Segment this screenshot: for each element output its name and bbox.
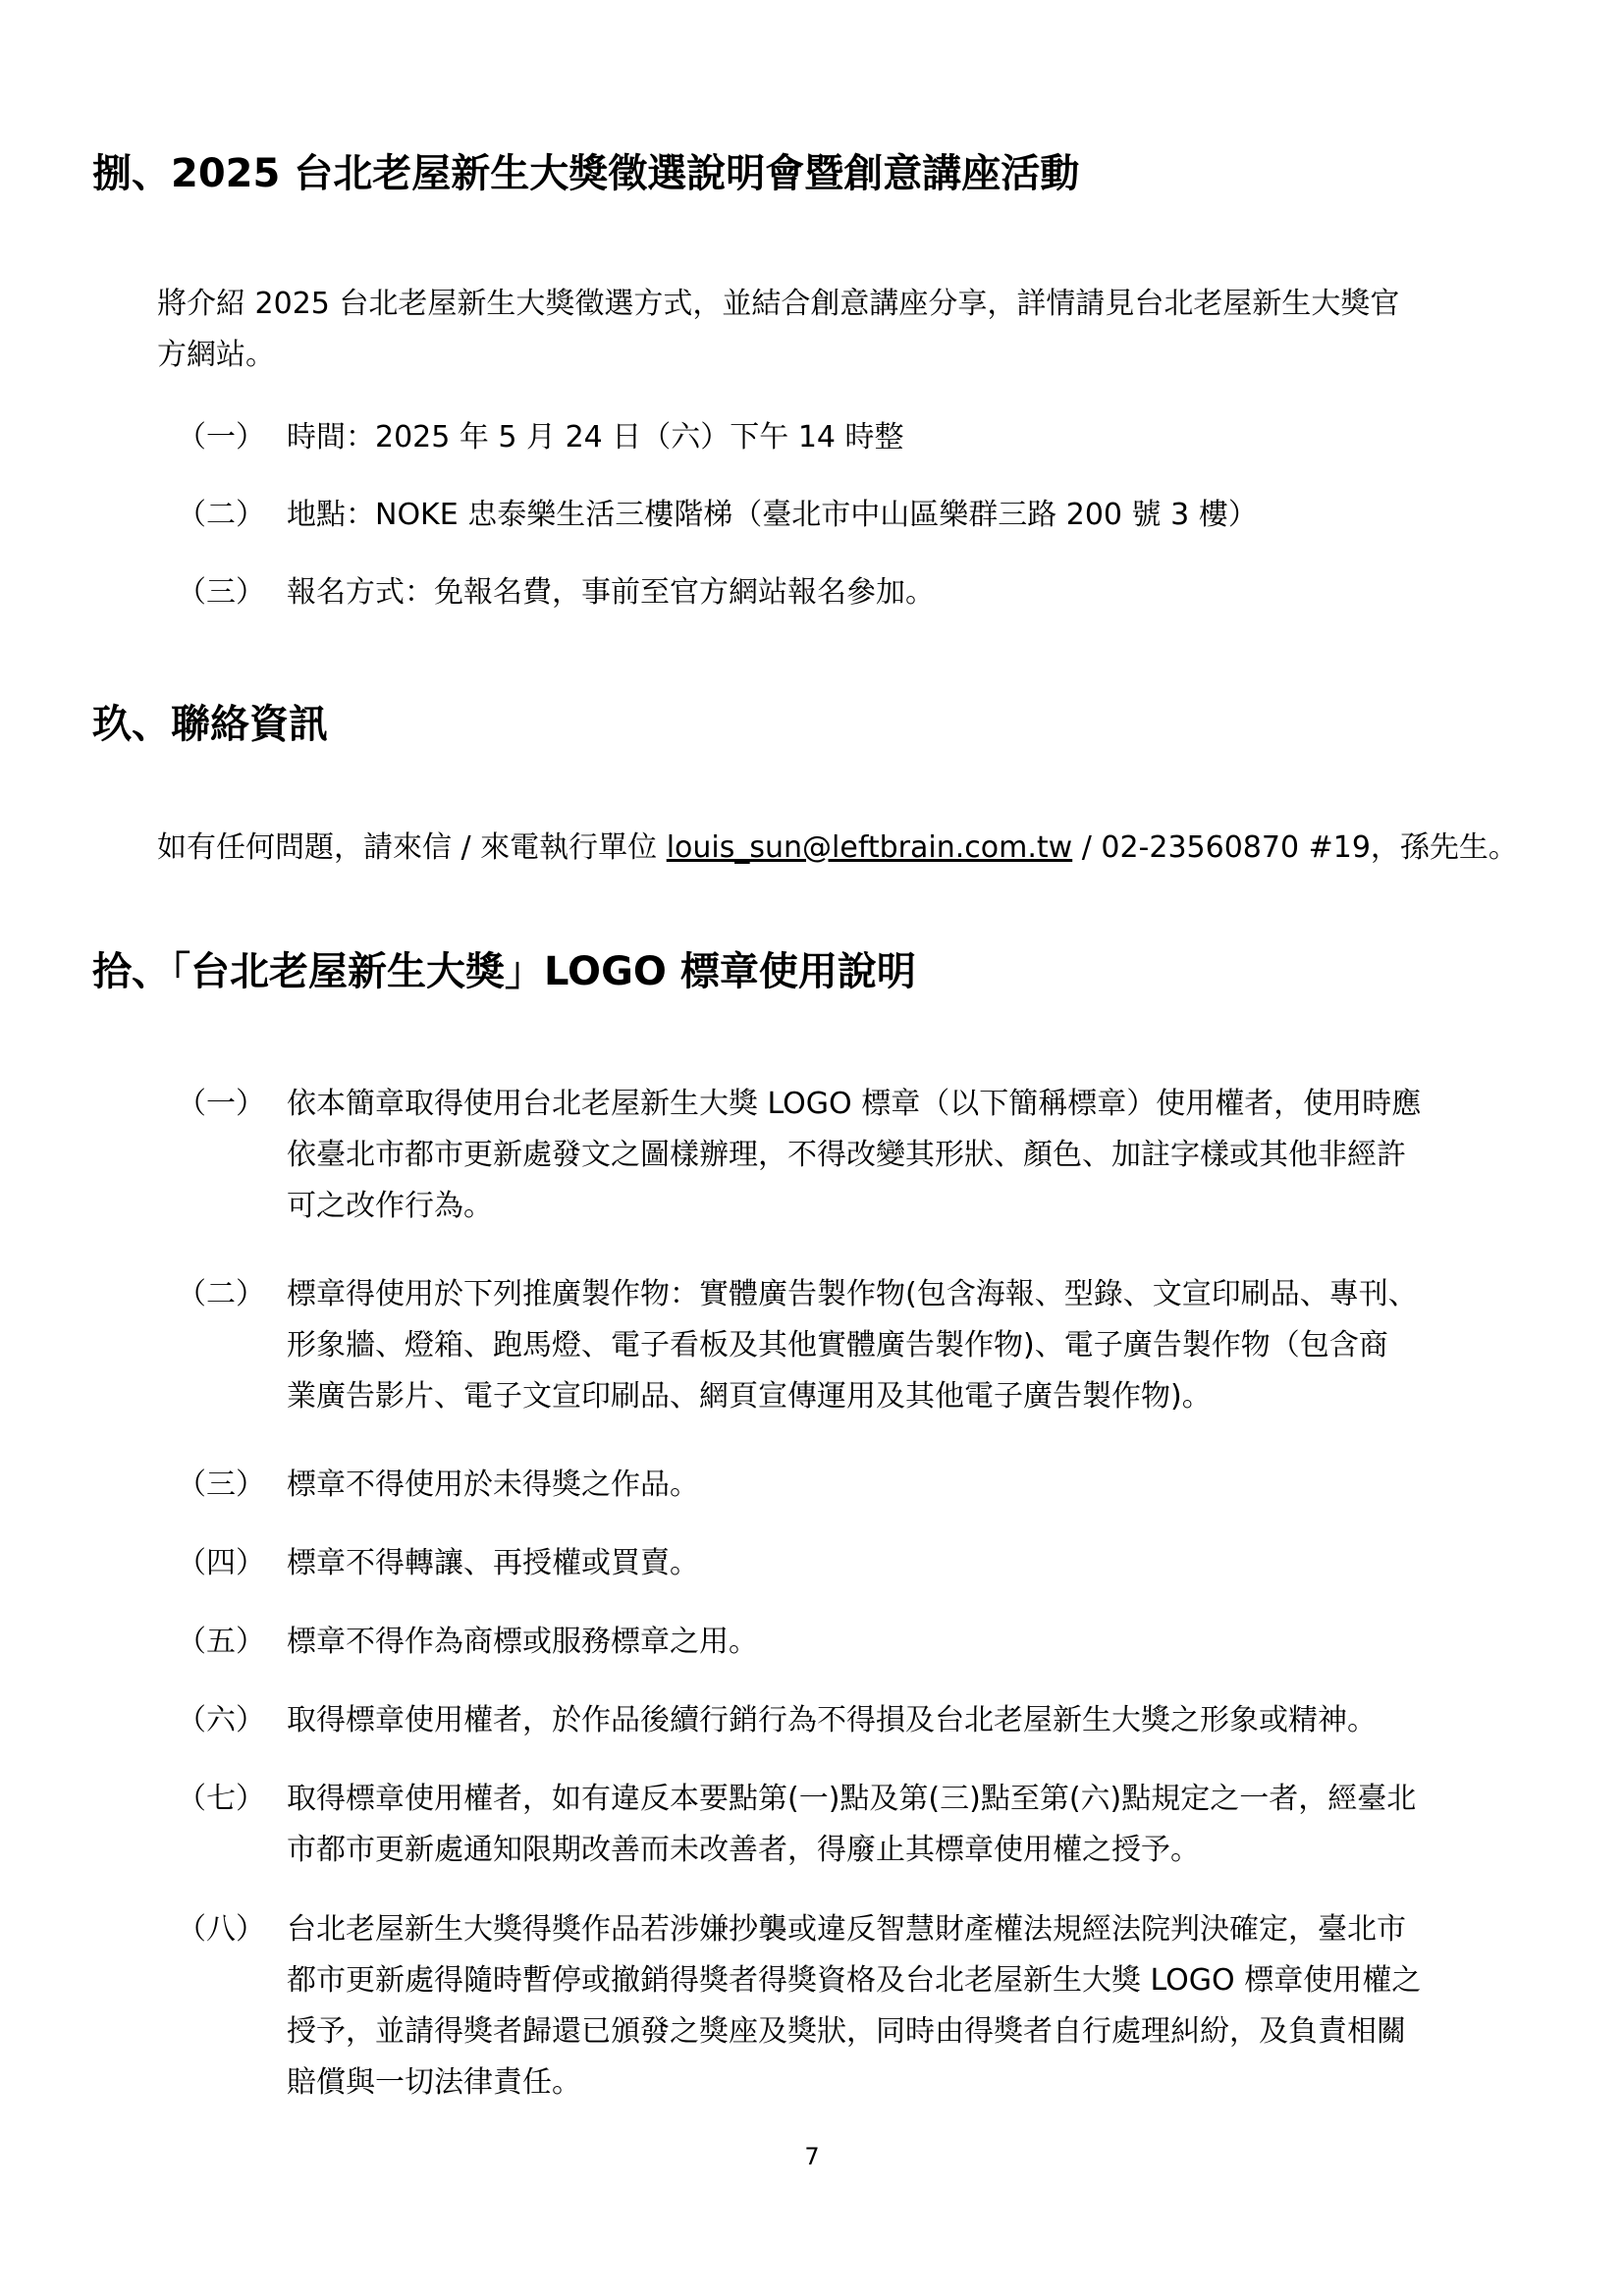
item-marker: （四） <box>177 1546 265 1580</box>
contact-suffix: / 02-23560870 #19，孫先生。 <box>1072 830 1518 865</box>
item-text: 標章不得使用於未得獎之作品。 <box>287 1468 699 1502</box>
section-8-heading: 捌、2025 台北老屋新生大獎徵選說明會暨創意講座活動 <box>92 151 1080 196</box>
section-10-item-7 <box>177 1774 1551 1876</box>
item-text: 標章得使用於下列推廣製作物：實體廣告製作物(包含海報、型錄、文宣印刷品、專刊、 形象牆、燈箱、跑馬燈、電子看板及其他實體廣告製作物)、電子廣告製作物（包含商 業廣告影片、電子文宣印刷品、網頁宣傳運用及其他電子廣告製作物)。 <box>287 1277 1418 1414</box>
item-text: 取得標章使用權者，於作品後續行銷行為不得損及台北老屋新生大獎之形象或精神。 <box>287 1703 1377 1737</box>
section-9-heading: 玖、聯絡資訊 <box>92 702 328 747</box>
item-marker: （八） <box>177 1912 265 1947</box>
section-10-item-3 <box>177 1460 1551 1511</box>
item-text: 報名方式：免報名費，事前至官方網站報名參加。 <box>287 575 935 610</box>
section-10-item-8 <box>177 1904 1551 2109</box>
item-marker: （二） <box>177 498 265 532</box>
item-text: 地點：NOKE 忠泰樂生活三樓階梯（臺北市中山區樂群三路 200 號 3 樓） <box>287 498 1258 532</box>
section-10-item-4 <box>177 1538 1551 1589</box>
contact-info <box>157 823 1532 874</box>
item-text: 時間：2025 年 5 月 24 日（六）下午 14 時整 <box>287 420 904 454</box>
item-marker: （三） <box>177 1468 265 1502</box>
email-link[interactable]: louis_sun@leftbrain.com.tw <box>666 830 1073 865</box>
item-text: 取得標章使用權者，如有違反本要點第(一)點及第(三)點至第(六)點規定之一者，經臺北 市都市更新處通知限期改善而未改善者，得廢止其標章使用權之授予。 <box>287 1782 1417 1867</box>
item-text: 標章不得轉讓、再授權或買賣。 <box>287 1546 699 1580</box>
section-10-item-1 <box>177 1079 1551 1232</box>
item-marker: （一） <box>177 420 265 454</box>
section-10-item-2 <box>177 1269 1551 1422</box>
section-10-heading: 拾、「台北老屋新生大獎」LOGO 標章使用說明 <box>92 949 916 994</box>
section-8-item-2 <box>177 490 1551 541</box>
item-marker: （七） <box>177 1782 265 1816</box>
item-marker: （三） <box>177 575 265 610</box>
item-marker: （二） <box>177 1277 265 1311</box>
item-text: 台北老屋新生大獎得獎作品若涉嫌抄襲或違反智慧財產權法規經法院判決確定，臺北市 都市更新處得隨時暫停或撤銷得獎者得獎資格及台北老屋新生大獎 LOGO 標章使用權之 授予，並請得獎者歸還已頒發之獎座及獎狀，同時由得獎者自行處理糾紛，及負責相關 賠償與一切法律責任。 <box>287 1912 1422 2100</box>
contact-prefix: 如有任何問題，請來信 / 來電執行單位 <box>157 830 667 865</box>
section-10-item-6 <box>177 1695 1551 1746</box>
section-8-intro-line-1: 將介紹 2025 台北老屋新生大獎徵選方式，並結合創意講座分享，詳情請見台北老屋新生大獎官 <box>157 287 1400 321</box>
item-marker: （一） <box>177 1087 265 1121</box>
section-10-item-5 <box>177 1617 1551 1668</box>
section-8-intro-line-2: 方網站。 <box>157 338 275 372</box>
section-8-item-3 <box>177 567 1551 618</box>
item-marker: （六） <box>177 1703 265 1737</box>
item-text: 標章不得作為商標或服務標章之用。 <box>287 1625 758 1659</box>
item-marker: （五） <box>177 1625 265 1659</box>
item-text: 依本簡章取得使用台北老屋新生大獎 LOGO 標章（以下簡稱標章）使用權者，使用時應 依臺北市都市更新處發文之圖樣辦理，不得改變其形狀、顏色、加註字樣或其他非經許 可之改作行為。 <box>287 1087 1422 1223</box>
page-number: 7 <box>804 2143 820 2170</box>
section-8-item-1 <box>177 412 1551 463</box>
